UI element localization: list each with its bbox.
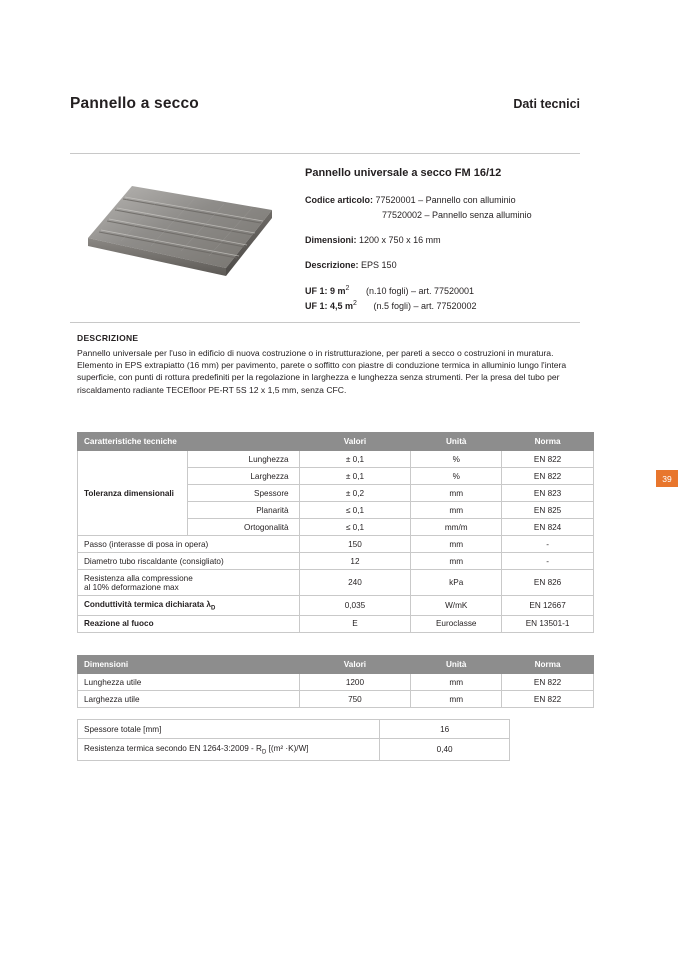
cell-valore: 0,40 (380, 739, 510, 761)
header-section-label: Dati tecnici (513, 97, 580, 111)
cell-sublabel: Planarità (187, 502, 299, 519)
description-body: Pannello universale per l'uso in edificio di nuova costruzione o in ristrutturazione, per pareti a secco o costruzioni in muratura. Elemento in EPS extrapiatto (16 mm) per pavimento, parete o soffitto con piastre di conduzione termica in alluminio lungo l'intera superficie, con punti di rottura predefiniti per la regolazione in larghezza e lunghezza senza strumenti. Per la presa del tubo per riscaldamento radiante TECEfloor PE-RT 5S 12 x 1,5 mm, senza CFC. (77, 348, 567, 395)
product-code-2: 77520002 – Pannello senza alluminio (382, 209, 532, 220)
table-row (78, 691, 594, 708)
cell-valore: ± 0,1 (299, 468, 411, 485)
cell-label-conduttivita (78, 596, 300, 616)
cell-valore: 12 (299, 553, 411, 570)
cell-label-resistenza (78, 739, 380, 761)
divider-top (70, 153, 580, 154)
cell-unita: mm (411, 691, 502, 708)
page-header (70, 95, 580, 113)
table-row (78, 596, 594, 616)
cell-label: Spessore totale [mm] (78, 720, 380, 739)
table-row (78, 570, 594, 596)
table-row (78, 739, 510, 761)
cell-valore: 240 (299, 570, 411, 596)
cell-valore: ≤ 0,1 (299, 519, 411, 536)
product-uf1-line (305, 284, 585, 298)
product-code-label: Codice articolo: (305, 194, 374, 205)
product-description-value: EPS 150 (361, 260, 397, 271)
technical-characteristics-table (77, 432, 594, 633)
dry-panel-illustration (84, 182, 274, 290)
cell-unita: mm (411, 485, 502, 502)
cell-label: Diametro tubo riscaldante (consigliato) (78, 553, 300, 570)
cell-valore: ± 0,1 (299, 451, 411, 468)
product-image (84, 170, 274, 300)
cell-unita: mm (411, 502, 502, 519)
product-name: Pannello universale a secco FM 16/12 (305, 167, 502, 179)
cell-unita: mm (411, 553, 502, 570)
cell-unita: Euroclasse (411, 615, 502, 632)
cell-label-sub: D (261, 749, 267, 756)
product-code-1: 77520001 – Pannello con alluminio (375, 194, 516, 205)
cell-norma: EN 825 (502, 502, 594, 519)
cell-unita: % (411, 451, 502, 468)
cell-valore: ± 0,2 (299, 485, 411, 502)
cell-valore: E (299, 615, 411, 632)
product-dimensions-line (305, 234, 585, 247)
cell-norma: EN 822 (502, 468, 594, 485)
description-title: DESCRIZIONE (77, 333, 139, 343)
description-section (77, 333, 580, 396)
th-caratteristiche: Caratteristiche tecniche (78, 433, 300, 451)
table-header-row (78, 433, 594, 451)
cell-norma: EN 823 (502, 485, 594, 502)
th-valori: Valori (299, 433, 411, 451)
cell-sublabel: Spessore (187, 485, 299, 502)
thermal-resistance-table (77, 719, 510, 761)
cell-norma: EN 822 (502, 451, 594, 468)
table-row (78, 674, 594, 691)
cell-norma: EN 822 (502, 691, 594, 708)
cell-unita: mm (411, 536, 502, 553)
dimensions-table (77, 655, 594, 708)
product-uf1-note: (n.10 fogli) – art. 77520001 (365, 286, 475, 297)
product-uf1-value: 9 m (330, 286, 346, 297)
cell-label: Resistenza termica secondo EN 1264-3:2009 - R (84, 743, 262, 753)
table-row (78, 536, 594, 553)
cell-norma: EN 13501-1 (502, 615, 594, 632)
cell-label: Conduttività termica dichiarata λ (84, 599, 211, 609)
divider-bottom (70, 322, 580, 323)
cell-label: Reazione al fuoco (78, 615, 300, 632)
cell-sublabel: Ortogonalità (187, 519, 299, 536)
cell-label-compressione (78, 570, 300, 596)
cell-unita: mm/m (411, 519, 502, 536)
cell-valore: 1200 (299, 674, 411, 691)
cell-unita: % (411, 468, 502, 485)
cell-norma: EN 826 (502, 570, 594, 596)
product-uf2-value: 4,5 m (330, 301, 354, 312)
product-dimensions-value: 1200 x 750 x 16 mm (359, 235, 441, 246)
product-uf2-note: (n.5 fogli) – art. 77520002 (373, 301, 477, 312)
table-row (78, 720, 510, 739)
cell-label: Larghezza utile (78, 691, 300, 708)
row-group-label-tolleranza: Toleranza dimensionali (78, 451, 188, 536)
cell-label: Passo (interasse di posa in opera) (78, 536, 300, 553)
product-uf1-label: UF 1: (305, 286, 328, 297)
product-description-label: Descrizione: (305, 260, 359, 271)
cell-norma: - (502, 536, 594, 553)
product-uf1-unit-sup: 2 (345, 285, 350, 293)
cell-valore: 16 (380, 720, 510, 739)
cell-norma: EN 12667 (502, 596, 594, 616)
cell-norma: - (502, 553, 594, 570)
th-unita: Unità (411, 656, 502, 674)
cell-sublabel: Lunghezza (187, 451, 299, 468)
cell-valore: 150 (299, 536, 411, 553)
cell-unita: mm (411, 674, 502, 691)
cell-label-unit: [(m² ·K)/W] (266, 743, 309, 753)
cell-valore: 750 (299, 691, 411, 708)
cell-norma: EN 822 (502, 674, 594, 691)
th-norma: Norma (502, 656, 594, 674)
cell-label-sub: D (210, 605, 216, 612)
table-row (78, 451, 594, 468)
page-title: Pannello a secco (70, 95, 199, 112)
product-info (305, 166, 585, 314)
product-uf2-unit-sup: 2 (353, 300, 357, 308)
cell-sublabel: Larghezza (187, 468, 299, 485)
product-dimensions-label: Dimensioni: (305, 235, 357, 246)
cell-sublabel: al 10% deformazione max (84, 582, 179, 592)
cell-valore: ≤ 0,1 (299, 502, 411, 519)
page-number-tab: 39 (656, 470, 678, 487)
cell-unita: kPa (411, 570, 502, 596)
product-uf2-line (305, 299, 585, 313)
cell-valore: 0,035 (299, 596, 411, 616)
th-dimensioni: Dimensioni (78, 656, 300, 674)
th-unita: Unità (411, 433, 502, 451)
cell-unita: W/mK (411, 596, 502, 616)
table-header-row (78, 656, 594, 674)
th-valori: Valori (299, 656, 411, 674)
cell-label: Resistenza alla compressione (84, 573, 193, 583)
product-uf2-label: UF 1: (305, 301, 328, 312)
cell-norma: EN 824 (502, 519, 594, 536)
table-row (78, 553, 594, 570)
product-code-line (305, 194, 585, 207)
table-row (78, 615, 594, 632)
th-norma: Norma (502, 433, 594, 451)
product-description-line (305, 259, 585, 272)
cell-label: Lunghezza utile (78, 674, 300, 691)
